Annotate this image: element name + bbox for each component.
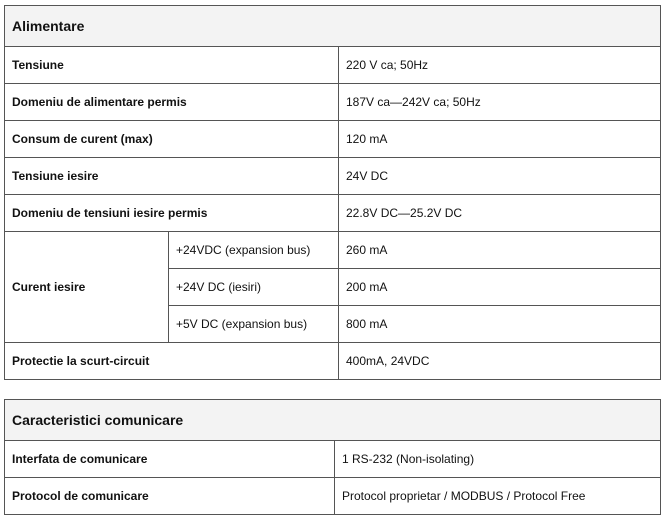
row-value: 200 mA (339, 269, 661, 306)
table-row (5, 441, 661, 478)
row-label-curent-iesire: Curent iesire (5, 232, 169, 343)
row-value: 260 mA (339, 232, 661, 269)
row-label: Protectie la scurt-circuit (5, 343, 339, 380)
row-label: Domeniu de alimentare permis (5, 84, 339, 121)
power-spec-table (4, 5, 661, 380)
row-label: Protocol de comunicare (5, 478, 335, 515)
row-value: 1 RS-232 (Non-isolating) (335, 441, 661, 478)
sub-row-label: +24V DC (iesiri) (169, 269, 339, 306)
row-value: 24V DC (339, 158, 661, 195)
row-value: 22.8V DC—25.2V DC (339, 195, 661, 232)
row-label: Tensiune (5, 47, 339, 84)
table-row (5, 84, 661, 121)
row-value: 220 V ca; 50Hz (339, 47, 661, 84)
communication-spec-table (4, 399, 661, 515)
table-row (5, 343, 661, 380)
section-title-comunicare: Caracteristici comunicare (5, 400, 661, 441)
table-row (5, 232, 661, 269)
table-row (5, 195, 661, 232)
row-value: 400mA, 24VDC (339, 343, 661, 380)
sub-row-label: +24VDC (expansion bus) (169, 232, 339, 269)
row-label: Consum de curent (max) (5, 121, 339, 158)
table-row (5, 121, 661, 158)
row-value: 187V ca—242V ca; 50Hz (339, 84, 661, 121)
row-label: Interfata de comunicare (5, 441, 335, 478)
row-label: Tensiune iesire (5, 158, 339, 195)
table-row (5, 158, 661, 195)
table-row (5, 47, 661, 84)
section-title-alimentare: Alimentare (5, 6, 661, 47)
row-label: Domeniu de tensiuni iesire permis (5, 195, 339, 232)
row-value: 800 mA (339, 306, 661, 343)
row-value: Protocol proprietar / MODBUS / Protocol Free (335, 478, 661, 515)
sub-row-label: +5V DC (expansion bus) (169, 306, 339, 343)
row-value: 120 mA (339, 121, 661, 158)
table-row (5, 478, 661, 515)
